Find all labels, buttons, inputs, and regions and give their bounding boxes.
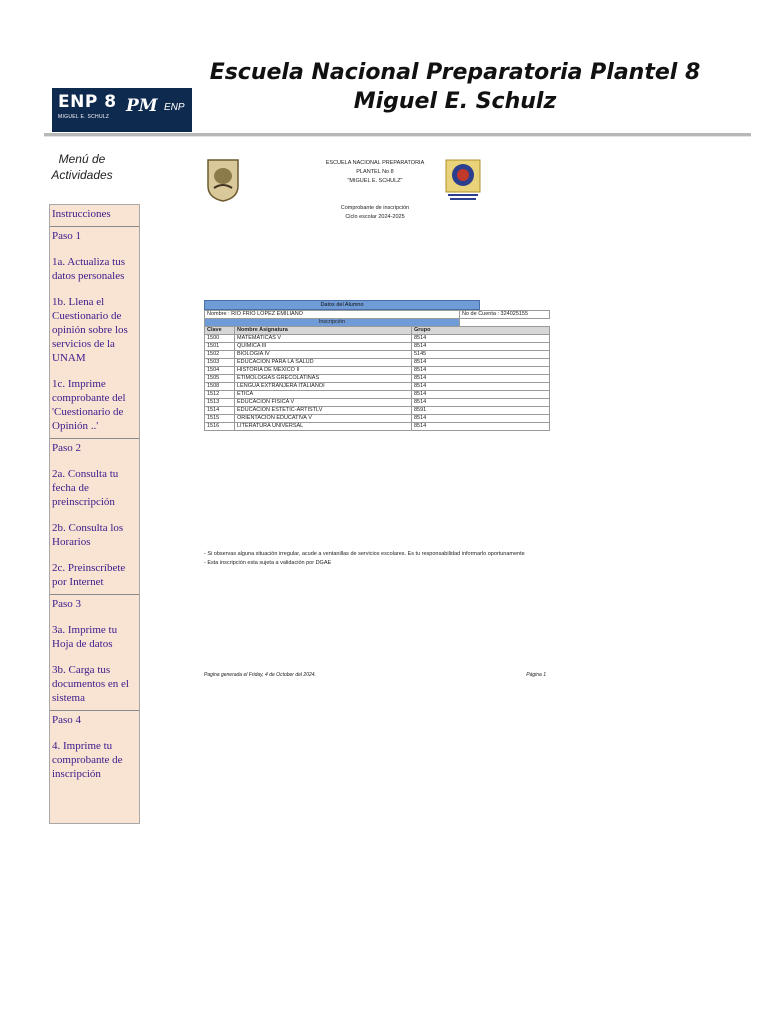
inscription-band: Inscripción (205, 319, 460, 327)
menu-link[interactable]: Paso 1 (52, 230, 82, 242)
table-cell: LITERATURA UNIVERSAL (235, 423, 412, 431)
table-cell: 1508 (205, 383, 235, 391)
student-row (205, 311, 550, 319)
enp8-logo[interactable] (52, 88, 192, 132)
table-cell: 1505 (205, 375, 235, 383)
menu-section (50, 441, 139, 595)
table-cell: LENGUA EXTRANJERA ITALIANOI (235, 383, 412, 391)
table-row (205, 391, 550, 399)
inscription-band-row (205, 319, 550, 327)
menu-link[interactable]: Instrucciones (52, 208, 111, 220)
logo-mark-2: ENP (164, 102, 185, 113)
table-cell: 8514 (412, 415, 550, 423)
table-row (205, 415, 550, 423)
table-cell: 8514 (412, 391, 550, 399)
menu-link[interactable]: 1c. Imprime comprobante del 'Cuestionario de Opinión ..' (52, 378, 126, 432)
table-cell: 8514 (412, 423, 550, 431)
table-cell: 8514 (412, 383, 550, 391)
table-cell: 8591 (412, 407, 550, 415)
menu-link[interactable]: Paso 4 (52, 714, 82, 726)
table-row (205, 383, 550, 391)
receipt-footer (204, 672, 550, 678)
menu-link[interactable]: Paso 3 (52, 598, 82, 610)
menu-link[interactable]: 3a. Imprime tu Hoja de datos (52, 624, 118, 650)
table-cell: 1514 (205, 407, 235, 415)
unam-seal-icon (204, 158, 242, 202)
menu-link[interactable]: 2c. Preinscríbete por Internet (52, 562, 126, 588)
header-line: PLANTEL No 8 (356, 169, 394, 175)
table-cell: 8514 (412, 399, 550, 407)
table-cell: 1516 (205, 423, 235, 431)
table-cell: ETICA (235, 391, 412, 399)
enrollment-receipt (200, 155, 552, 695)
menu-link[interactable]: 1a. Actualiza tus datos personales (52, 256, 126, 282)
table-cell: 1504 (205, 367, 235, 375)
table-cell: 8514 (412, 375, 550, 383)
title-line-2: Miguel E. Schulz (353, 89, 557, 114)
table-cell: 1512 (205, 391, 235, 399)
menu-section (50, 597, 139, 711)
table-cell: 8514 (412, 367, 550, 375)
table-cell: 1503 (205, 359, 235, 367)
header-line: ESCUELA NACIONAL PREPARATORIA (325, 160, 425, 166)
menu-section (50, 713, 139, 781)
menu-link[interactable]: Paso 2 (52, 442, 82, 454)
logo-mark: PM (126, 96, 158, 116)
logo-sub: MIGUEL E. SCHULZ (58, 114, 110, 120)
logo-main: ENP 8 (58, 92, 117, 112)
table-row (205, 407, 550, 415)
menu-title: Menú de Actividades (51, 152, 113, 182)
menu-link[interactable]: 3b. Carga tus documentos en el sistema (52, 664, 129, 704)
table-cell: ETIMOLOGIAS GRECOLATINAS (235, 375, 412, 383)
generated-date: Pagina generada el Friday, 4 de October del 2024. (204, 672, 316, 678)
table-cell: 1513 (205, 399, 235, 407)
table-cell: EDUCACION ESTETIC-ARTISTLV (235, 407, 412, 415)
table-cell: 1500 (205, 335, 235, 343)
column-header: Nombre Asignatura (235, 327, 412, 335)
title-line-1: Escuela Nacional Preparatoria Plantel 8 (209, 60, 701, 85)
table-cell: 8514 (412, 343, 550, 351)
column-header: Grupo (412, 327, 550, 335)
table-row (205, 423, 550, 431)
page-number: Página 1 (526, 672, 546, 678)
table-cell: BIOLOGIA IV (235, 351, 412, 359)
table-cell: EDUCACION FISICA V (235, 399, 412, 407)
receipt-header (300, 159, 450, 222)
page-title (200, 58, 710, 116)
table-cell: 1515 (205, 415, 235, 423)
header-line: Ciclo escolar 2024-2025 (345, 214, 405, 220)
header-divider (44, 133, 751, 137)
table-row (205, 343, 550, 351)
table-cell: 8514 (412, 359, 550, 367)
menu-link[interactable]: 2a. Consulta tu fecha de preinscripción (52, 468, 119, 508)
table-cell: EDUCACION PARA LA SALUD (235, 359, 412, 367)
table-cell: MATEMATICAS V (235, 335, 412, 343)
table-cell: 1502 (205, 351, 235, 359)
table-row (205, 375, 550, 383)
table-cell: 8514 (412, 335, 550, 343)
table-cell: QUIMICA III (235, 343, 412, 351)
table-header (205, 327, 550, 335)
table-cell: HISTORIA DE MEXICO II (235, 367, 412, 375)
menu-link[interactable]: 4. Imprime tu comprobante de inscripción (52, 740, 123, 780)
table-cell: 1501 (205, 343, 235, 351)
table-cell: ORIENTACION EDUCATIVA V (235, 415, 412, 423)
table-row (205, 359, 550, 367)
menu-section (50, 207, 139, 227)
table-cell: 5145 (412, 351, 550, 359)
table-row (205, 351, 550, 359)
notes (204, 550, 544, 568)
student-name: Nombre : RIO FRIO LOPEZ EMILIANO (205, 311, 460, 319)
header-line: Comprobante de inscripción (340, 205, 410, 211)
table-row (205, 367, 550, 375)
account-number: No de Cuenta : 324025155 (460, 311, 550, 319)
header-line: "MIGUEL E. SCHULZ" (347, 178, 403, 184)
note: - Si observas alguna situación irregular, acude a ventanillas de servicios escolares. Es tu responsabilidad informarlo oportunamente (204, 551, 525, 557)
student-data-band: Datos del Alumno (204, 300, 480, 310)
menu-link[interactable]: 1b. Llena el Cuestionario de opinión sobre los servicios de la UNAM (52, 296, 128, 364)
column-header: Clave (205, 327, 235, 335)
table-row (205, 335, 550, 343)
enrollment-table (204, 310, 550, 431)
note: - Esta inscripción esta sujeta a validación por DGAE (204, 560, 332, 566)
table-row (205, 399, 550, 407)
menu-link[interactable]: 2b. Consulta los Horarios (52, 522, 124, 548)
activities-menu (49, 204, 140, 824)
menu-section (50, 229, 139, 439)
